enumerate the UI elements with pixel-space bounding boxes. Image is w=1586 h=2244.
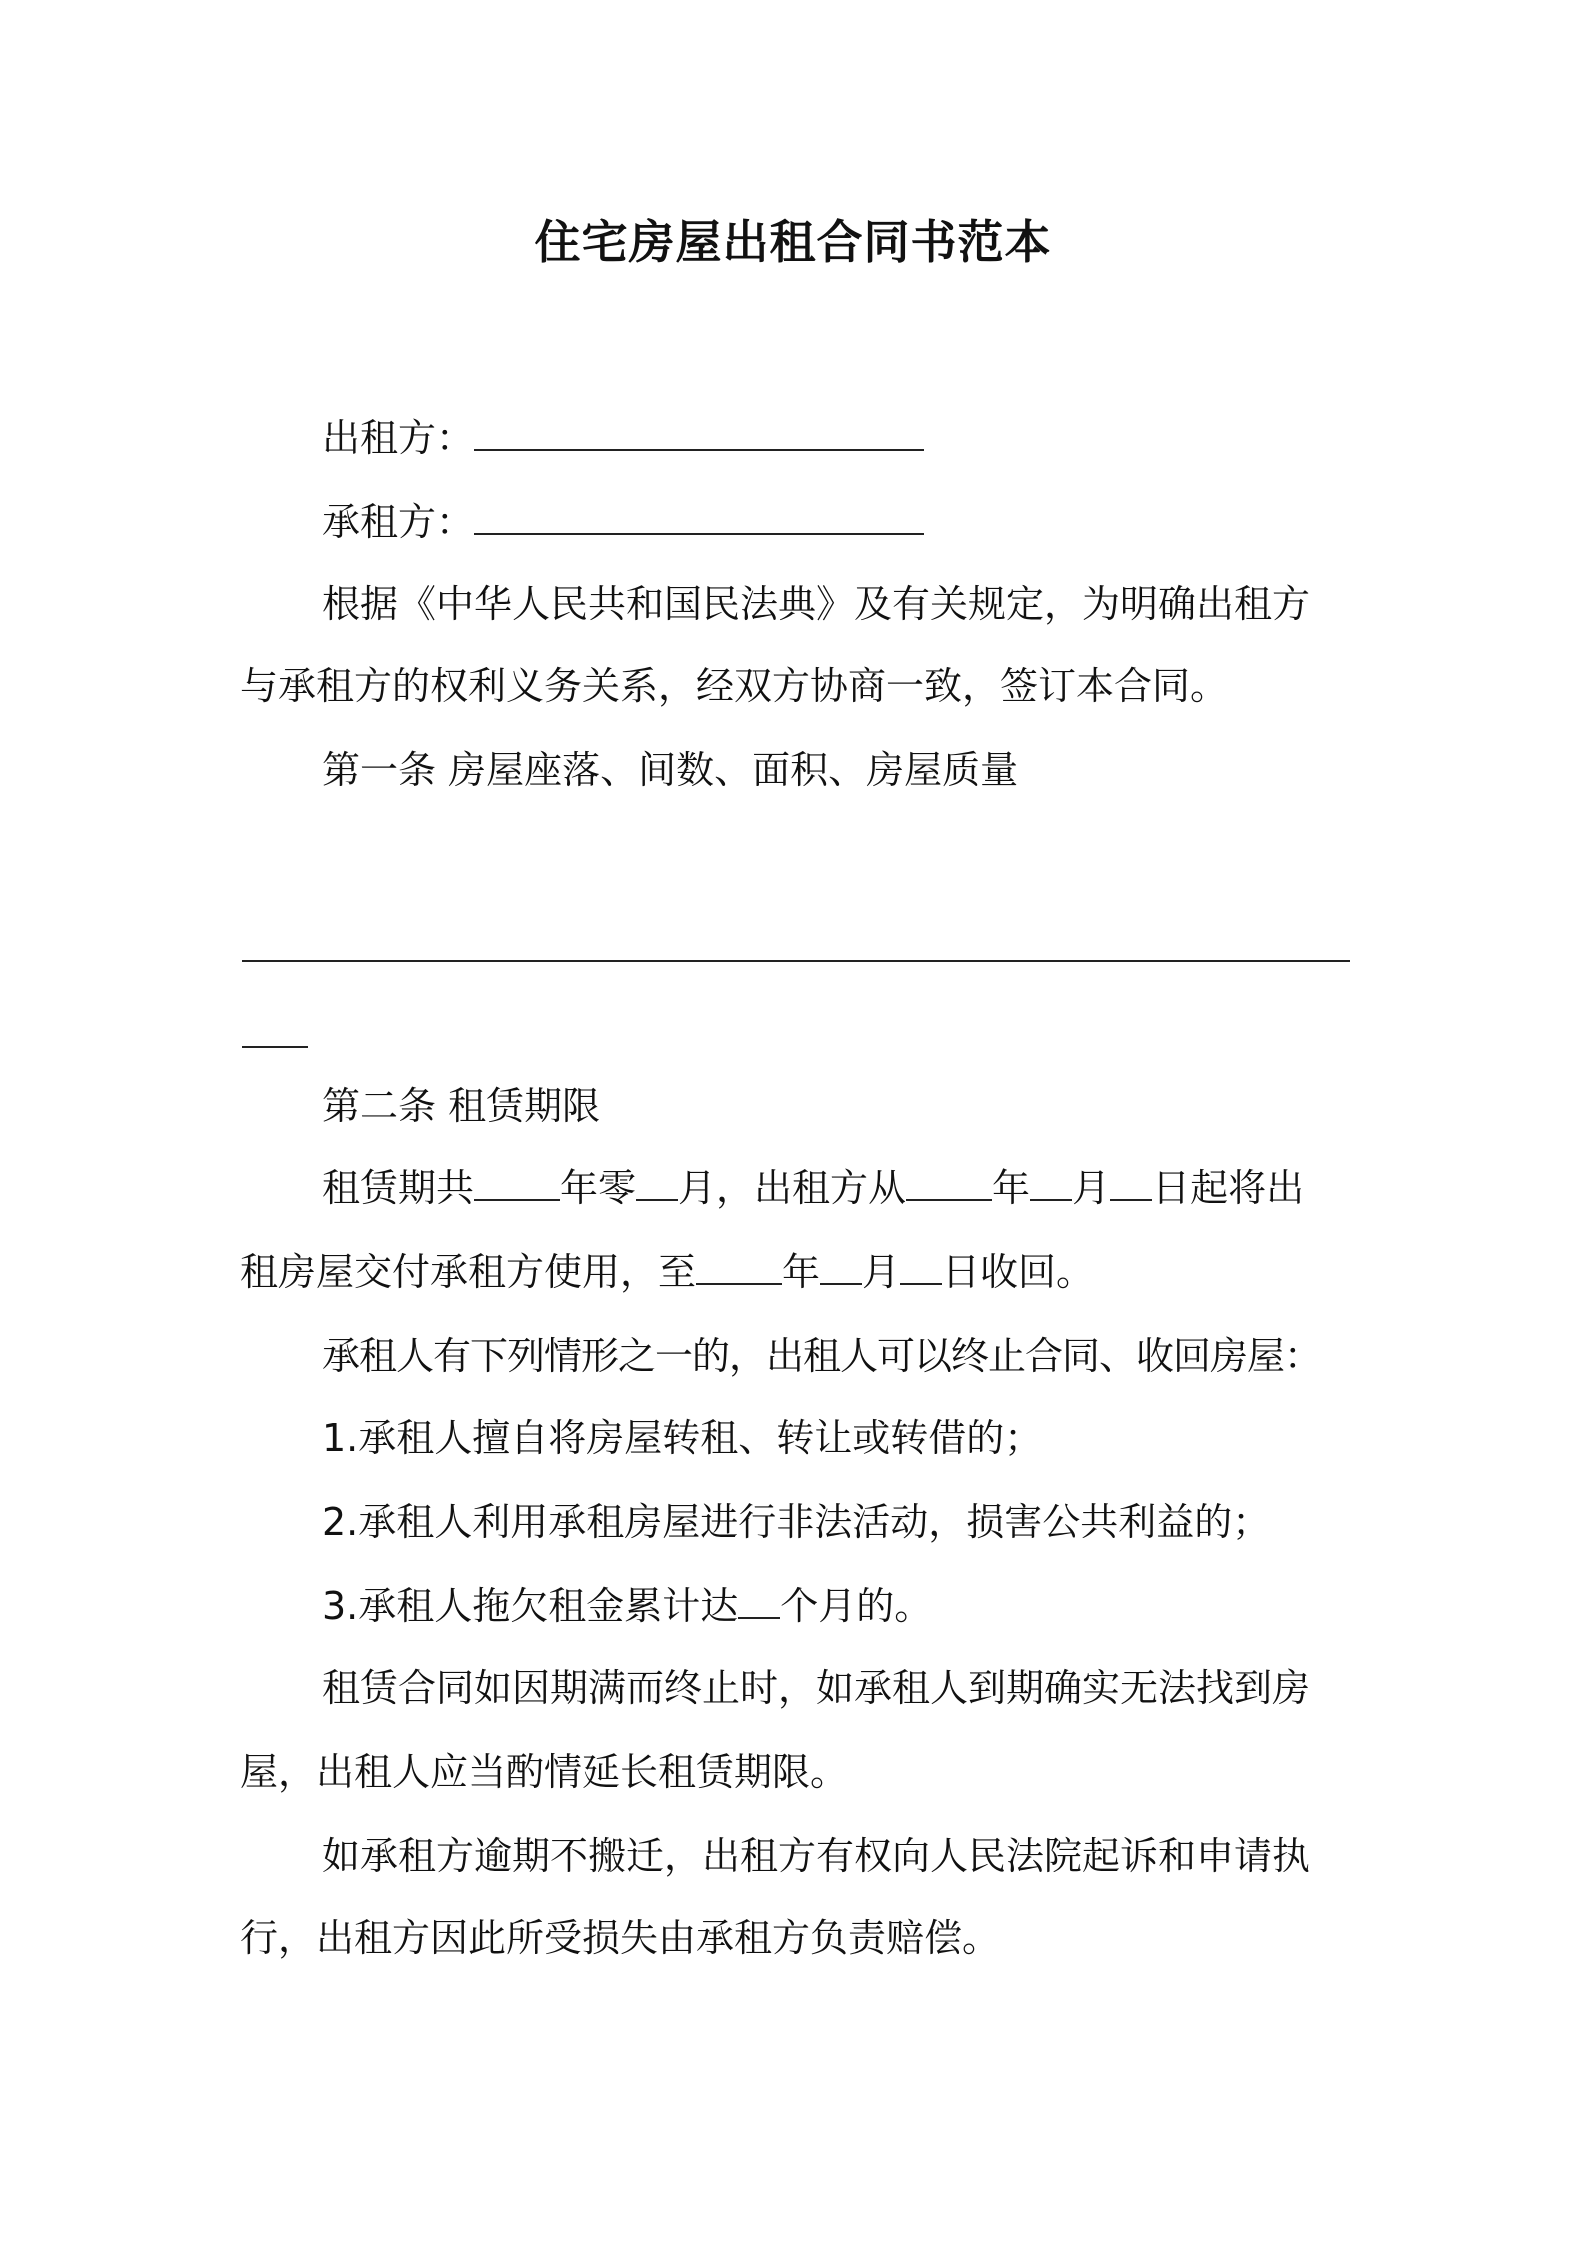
start-year-blank (906, 1169, 992, 1201)
end-month-blank (820, 1253, 862, 1285)
lease-term-text: 日收回。 (942, 1250, 1095, 1294)
lessee-label: 承租方： (322, 500, 475, 544)
end-year-blank (696, 1253, 782, 1285)
item3-text: 个月的。 (780, 1584, 933, 1628)
years-blank (474, 1169, 560, 1201)
lease-term-text: 日起将出 (1152, 1166, 1305, 1210)
months-blank (636, 1169, 678, 1201)
article1-heading: 第一条 房屋座落、间数、面积、房屋质量 (322, 748, 1019, 792)
lessor-line (322, 414, 924, 462)
lease-term-text: 月 (1072, 1166, 1111, 1210)
lessee-line (322, 498, 924, 546)
lease-term-text: 年零 (560, 1166, 637, 1210)
lease-term-text: 年 (992, 1166, 1031, 1210)
lease-term-text: 租赁期共 (322, 1166, 475, 1210)
termination-intro: 承租人有下列情形之一的，出租人可以终止合同、收回房屋： (322, 1334, 1322, 1378)
intro-line-2: 与承租方的权利义务关系，经双方协商一致，签订本合同。 (240, 664, 1229, 708)
article1-blank-line-1 (242, 960, 1350, 962)
lease-term-line-1 (322, 1164, 1304, 1212)
expiry-line-2: 屋，出租人应当酌情延长租赁期限。 (240, 1750, 849, 1794)
lessee-blank (474, 503, 924, 535)
lessor-label: 出租方： (322, 416, 475, 460)
article2-heading: 第二条 租赁期限 (322, 1084, 601, 1128)
article1-blank-line-2 (242, 1046, 308, 1048)
lease-term-text: 月，出租方从 (678, 1166, 907, 1210)
end-day-blank (900, 1253, 942, 1285)
overdue-line-2: 行，出租方因此所受损失由承租方负责赔偿。 (240, 1916, 1001, 1960)
arrears-months-blank (738, 1587, 780, 1619)
lease-term-line-2 (240, 1248, 1094, 1296)
item3-text: 3.承租人拖欠租金累计达 (322, 1584, 739, 1628)
termination-item-1: 1.承租人擅自将房屋转租、转让或转借的； (322, 1416, 1043, 1460)
expiry-line-1: 租赁合同如因期满而终止时，如承租人到期确实无法找到房 (322, 1666, 1311, 1710)
lease-term-text: 月 (862, 1250, 901, 1294)
overdue-line-1: 如承租方逾期不搬迁，出租方有权向人民法院起诉和申请执 (322, 1834, 1311, 1878)
lease-term-text: 租房屋交付承租方使用，至 (240, 1250, 697, 1294)
lease-term-text: 年 (782, 1250, 821, 1294)
lessor-blank (474, 419, 924, 451)
termination-item-2: 2.承租人利用承租房屋进行非法活动，损害公共利益的； (322, 1500, 1271, 1544)
start-day-blank (1110, 1169, 1152, 1201)
intro-line-1: 根据《中华人民共和国民法典》及有关规定，为明确出租方 (322, 582, 1311, 626)
document-title: 住宅房屋出租合同书范本 (534, 215, 1052, 269)
termination-item-3 (322, 1582, 932, 1630)
start-month-blank (1030, 1169, 1072, 1201)
